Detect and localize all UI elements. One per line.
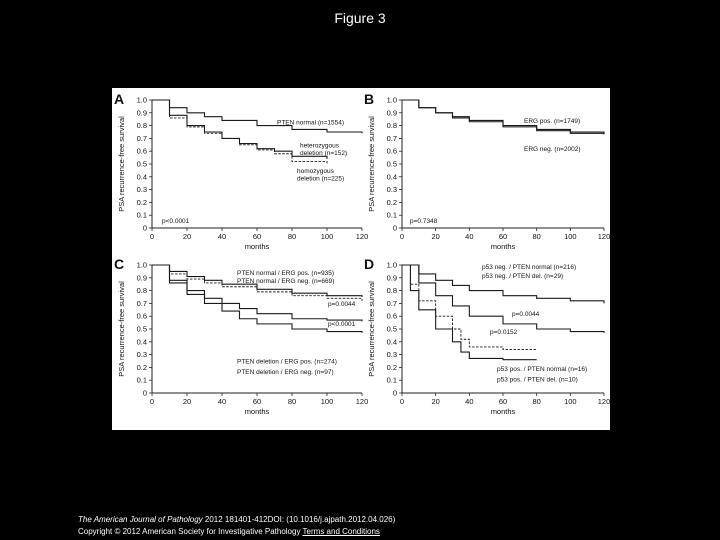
- panel-a-x-tick-label: 60: [252, 232, 262, 241]
- panel-d-x-tick-label: 40: [465, 397, 474, 406]
- panel-d-x-tick-label: 100: [564, 397, 577, 406]
- panel-d-y-tick-label: 0.4: [386, 337, 397, 347]
- panel-d-x-axis-title: months: [490, 407, 516, 416]
- panel-b-y-tick-label: 0.3: [386, 185, 397, 195]
- panel-c-x-tick-label: 60: [252, 397, 262, 406]
- panel-a-series-label: homozygous: [297, 167, 334, 175]
- panel-a-x-tick-label: 0: [149, 232, 155, 241]
- panel-c-x-axis-title: months: [244, 407, 270, 416]
- panel-c-x-tick-label: 80: [287, 397, 297, 406]
- panel-b-y-axis-title: PSA recurrence-free survival: [367, 116, 376, 212]
- panel-b-letter: B: [364, 91, 375, 107]
- panel-b-series-label: ERG pos. (n=1749): [524, 118, 581, 126]
- panel-a-y-tick-label: 0.3: [136, 185, 147, 195]
- panel-c-series-label: PTEN deletion / ERG neg. (n=97): [237, 368, 334, 376]
- terms-link[interactable]: Terms and Conditions: [302, 527, 380, 536]
- panel-b-y-tick-label: 0.5: [386, 159, 397, 169]
- figure-title: Figure 3: [334, 10, 386, 26]
- panel-c-y-tick-label: 0.6: [136, 311, 147, 321]
- panel-b-x-tick-label: 0: [399, 232, 405, 241]
- panel-c-y-tick-label: 0.3: [136, 350, 147, 360]
- panel-d-p-value: p=0.0152: [490, 329, 518, 336]
- panel-b-p-value: p=0.7348: [410, 218, 438, 225]
- panel-c-letter: C: [114, 256, 125, 272]
- panel-d-y-tick-label: 0.1: [386, 375, 397, 385]
- panel-c-y-tick-label: 1.0: [136, 260, 147, 270]
- panel-d-x-tick-label: 60: [498, 397, 508, 406]
- panel-d-series-label: p53 pos. / PTEN del. (n=10): [497, 376, 578, 384]
- panel-b-x-tick-label: 60: [498, 232, 508, 241]
- panel-d-series-label: p53 pos. / PTEN normal (n=16): [497, 366, 588, 374]
- panel-c-series-label: PTEN normal / ERG neg. (n=669): [237, 277, 335, 285]
- caption-copyright: [78, 527, 380, 536]
- panel-c-series-label: PTEN deletion / ERG pos. (n=274): [237, 358, 337, 366]
- panel-c-y-axis-title: PSA recurrence-free survival: [117, 281, 126, 377]
- panel-d-series-label: p53 neg. / PTEN del. (n=29): [482, 272, 564, 280]
- panel-b-y-tick-label: 0.1: [386, 210, 397, 220]
- panel-d-y-tick-label: 0.3: [386, 350, 397, 360]
- panel-a-x-tick-label: 120: [355, 232, 369, 241]
- panel-c-x-tick-label: 120: [355, 397, 369, 406]
- panel-a-y-tick-label: 0: [142, 223, 147, 233]
- panel-c-y-tick-label: 0.5: [136, 324, 147, 334]
- panel-c-y-tick-label: 0.2: [136, 362, 147, 372]
- panel-b-series-line-1: [402, 100, 604, 133]
- panel-a-y-tick-label: 1.0: [136, 95, 147, 105]
- panel-a-p-value: p<0.0001: [162, 218, 190, 225]
- panel-b-x-tick-label: 40: [465, 232, 474, 241]
- copyright-text: Copyright © 2012 American Society for Investigative Pathology: [78, 527, 303, 536]
- panel-c-x-tick-label: 0: [149, 397, 155, 406]
- panel-b-y-tick-label: 1.0: [386, 95, 397, 105]
- panel-d-y-tick-label: 0: [392, 388, 397, 398]
- panel-a-x-tick-label: 100: [320, 232, 334, 241]
- panel-c-y-tick-label: 0.4: [136, 337, 147, 347]
- panel-c-p-value: p=0.0044: [328, 301, 356, 308]
- panel-d-y-tick-label: 0.7: [386, 298, 397, 308]
- panel-a-x-axis-title: months: [244, 242, 270, 251]
- panel-c-y-tick-label: 0.7: [136, 298, 147, 308]
- panel-a-letter: A: [114, 91, 125, 107]
- panel-c-y-tick-label: 0.9: [136, 273, 147, 283]
- panel-d-y-tick-label: 0.9: [386, 273, 397, 283]
- panel-c-p-value: p<0.0001: [328, 321, 356, 328]
- panel-b-x-tick-label: 120: [597, 232, 610, 241]
- panel-a-series-label: deletion (n=152): [300, 149, 348, 157]
- panel-a-y-tick-label: 0.1: [136, 210, 147, 220]
- panel-c-y-tick-label: 0: [142, 388, 147, 398]
- panel-b-y-tick-label: 0: [392, 223, 397, 233]
- panel-a-x-tick-label: 80: [287, 232, 297, 241]
- panel-b-x-tick-label: 80: [532, 232, 541, 241]
- panel-d-x-tick-label: 80: [532, 397, 541, 406]
- panel-b-x-axis-title: months: [490, 242, 516, 251]
- panel-d-x-tick-label: 0: [399, 397, 405, 406]
- panel-d-y-tick-label: 1.0: [386, 260, 397, 270]
- panel-a-series-label: heterozygous: [300, 142, 340, 150]
- panel-b-series-label: ERG neg. (n=2002): [524, 146, 581, 154]
- panel-c-y-tick-label: 0.8: [136, 286, 147, 296]
- panel-b-y-tick-label: 0.6: [386, 146, 397, 156]
- panel-c-x-tick-label: 40: [217, 397, 227, 406]
- panel-a-y-tick-label: 0.5: [136, 159, 147, 169]
- panel-b-y-tick-label: 0.8: [386, 121, 397, 131]
- panel-d-y-tick-label: 0.6: [386, 311, 397, 321]
- citation-text: 2012 181401-412DOI: (10.1016/j.ajpath.2012.04.026): [202, 515, 396, 524]
- journal-name: The American Journal of Pathology: [78, 515, 203, 524]
- panel-c-y-tick-label: 0.1: [136, 375, 147, 385]
- panel-a-y-tick-label: 0.6: [136, 146, 147, 156]
- panel-b-y-tick-label: 0.2: [386, 197, 397, 207]
- panel-a-y-tick-label: 0.7: [136, 133, 147, 143]
- figure-image: [112, 88, 610, 430]
- panel-a-y-axis-title: PSA recurrence-free survival: [117, 116, 126, 212]
- panel-d-x-tick-label: 20: [431, 397, 440, 406]
- panel-d-y-tick-label: 0.8: [386, 286, 397, 296]
- panel-d-y-tick-label: 0.5: [386, 324, 397, 334]
- panel-b-x-tick-label: 100: [564, 232, 577, 241]
- panel-c-x-tick-label: 20: [182, 397, 192, 406]
- panel-d-x-tick-label: 120: [597, 397, 610, 406]
- panel-c-series-label: PTEN normal / ERG pos. (n=935): [237, 270, 334, 278]
- panel-a-x-tick-label: 20: [182, 232, 192, 241]
- panel-b-y-tick-label: 0.4: [386, 172, 397, 182]
- panel-d-series-label: p53 neg. / PTEN normal (n=216): [482, 263, 577, 271]
- panel-a-x-tick-label: 40: [217, 232, 227, 241]
- panel-d-y-axis-title: PSA recurrence-free survival: [367, 281, 376, 377]
- panel-a-series-label: deletion (n=225): [297, 175, 345, 183]
- km-survival-figure: [112, 88, 610, 430]
- panel-b-x-tick-label: 20: [431, 232, 440, 241]
- panel-a-series-line-1: [152, 100, 362, 133]
- panel-d-y-tick-label: 0.2: [386, 362, 397, 372]
- panel-d-p-value: p=0.0044: [512, 311, 540, 318]
- panel-a-series-label: PTEN normal (n=1554): [277, 119, 345, 127]
- panel-c-x-tick-label: 100: [320, 397, 334, 406]
- panel-a-y-tick-label: 0.2: [136, 197, 147, 207]
- panel-a-y-tick-label: 0.8: [136, 121, 147, 131]
- panel-a-y-tick-label: 0.9: [136, 108, 147, 118]
- panel-b-y-tick-label: 0.9: [386, 108, 397, 118]
- panel-a-y-tick-label: 0.4: [136, 172, 147, 182]
- panel-d-letter: D: [364, 256, 375, 272]
- caption-citation: [78, 514, 395, 526]
- panel-b-y-tick-label: 0.7: [386, 133, 397, 143]
